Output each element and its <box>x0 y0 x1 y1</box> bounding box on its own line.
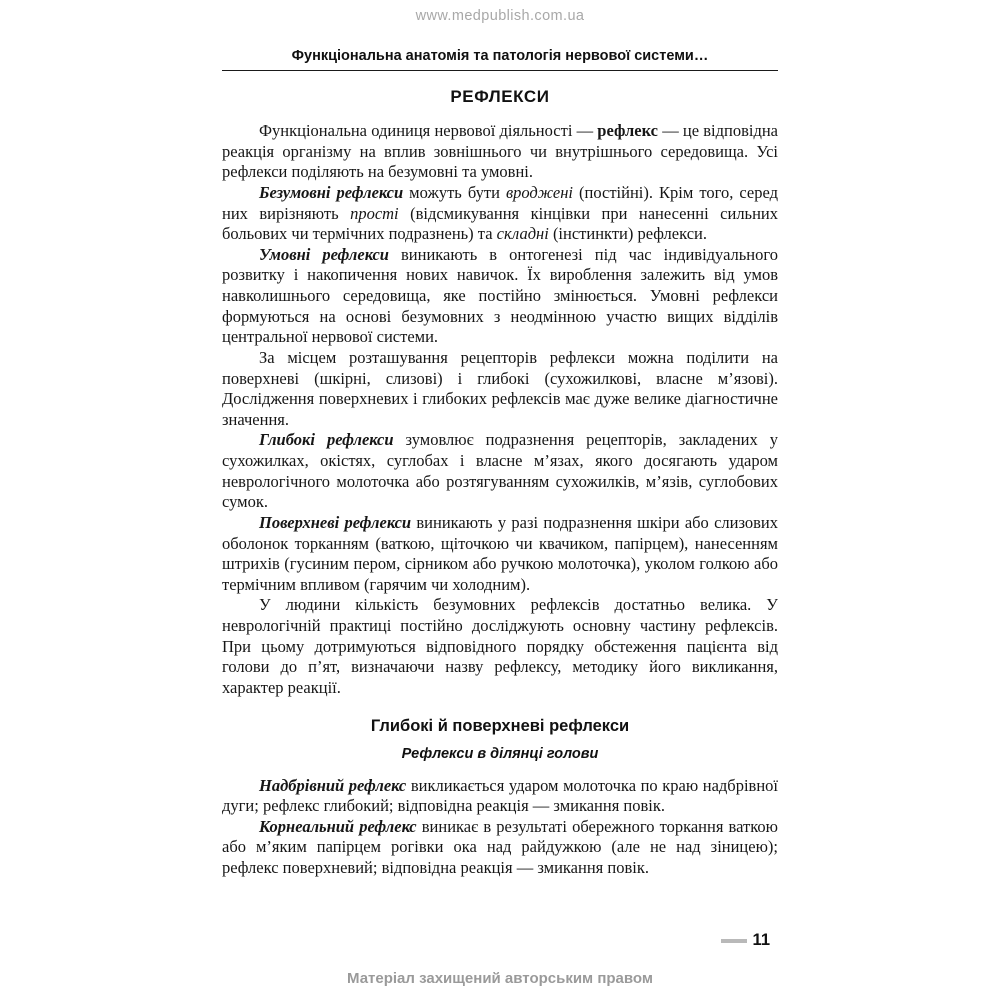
paragraph <box>222 245 778 348</box>
paragraph <box>222 430 778 513</box>
text-run: У людини кількість безумовних рефлексів достатньо велика. У неврологічній практиці постійно досліджують основну частину рефлексів. При цьому дотримуються відповідного порядку обстеження пацієнта від голови до п’ят, визначаючи назву рефлексу, методику його викликання, характер реакції. <box>222 595 778 697</box>
copyright-footer: Матеріал захищений авторським правом <box>347 970 653 987</box>
page-number-rule <box>721 939 747 943</box>
text-run: викликається ударом молоточка по краю надбрівної дуги; рефлекс глибокий; відповідна реакція — змикання повік. <box>222 775 778 816</box>
text-run: виникають в онтогенезі під час індивідуального розвитку і накопичення нових навичок. Їх вироблення залежить від умов навколишнього середовища, яке постійно змінюється. Умовні рефлекси формуються на основі безумовних з неодмінною участю вищих відділів центральної нервової системи. <box>222 244 778 347</box>
text-run: Умовні рефлекси <box>259 244 389 264</box>
paragraph <box>222 817 778 879</box>
text-run: складні <box>496 224 549 244</box>
text-run: Корнеальний рефлекс <box>259 816 417 836</box>
paragraph <box>222 776 778 817</box>
text-run: (відсмикування кінцівки при нанесенні сильних больових чи термічних подразнень) та <box>222 203 778 244</box>
text-run: можуть бути <box>403 182 506 202</box>
text-run: Надбрівний рефлекс <box>259 775 407 795</box>
page-number: 11 <box>752 931 770 949</box>
running-head: Функціональна анатомія та патологія нервової системи… <box>222 48 778 71</box>
paragraph <box>222 595 778 698</box>
paragraph <box>222 121 778 183</box>
content-blocks <box>222 87 778 879</box>
text-run: рефлекс <box>597 121 659 140</box>
text-run: зумовлює подразнення рецепторів, закладених у сухожилках, окістях, суглобах і власне м’язах, якого досягають ударом неврологічного молоточка або розтягуванням сухожилків, м’язів, суглобових сумок. <box>222 430 778 512</box>
text-run: Безумовні рефлекси <box>259 182 404 202</box>
page-number-block <box>721 931 770 950</box>
page-title: РЕФЛЕКСИ <box>450 87 550 106</box>
text-run: (інстинкти) рефлекси. <box>548 224 707 244</box>
site-watermark: www.medpublish.com.ua <box>415 8 585 24</box>
subsection-heading: Рефлекси в ділянці голови <box>401 745 599 762</box>
text-run: За місцем розташування рецепторів рефлекси можна поділити на поверхневі (шкірні, слизові) і глибокі (сухожилкові, власне м’язові). Дослідження поверхневих і глибоких рефлексів має дуже велике діагностичне значення. <box>222 347 778 429</box>
text-run: — це відповідна реакція організму на вплив зовнішнього чи внутрішнього середовища. Усі рефлекси поділяють на безумовні та умовні. <box>222 121 778 182</box>
text-run: Глибокі рефлекси <box>259 430 394 450</box>
text-run: виникають у разі подразнення шкіри або слизових оболонок торканням (ваткою, щіточкою чи квачиком, папірцем), нанесенням штрихів (гусиним пером, сірником або ручкою молоточка), уколом голкою або термічним впливом (гарячим чи холодним). <box>222 512 779 594</box>
text-run: виникає в результаті обережного торкання ваткою або м’яким папірцем рогівки ока над райдужкою (але не над зіницею); рефлекс поверхневий; відповідна реакція — змикання повік. <box>222 816 778 877</box>
text-run: Функціональна одиниця нервової діяльності — <box>259 121 598 140</box>
text-run: вроджені <box>505 182 573 202</box>
paragraph <box>222 183 778 245</box>
paragraph <box>222 348 778 431</box>
text-run: прості <box>350 203 399 223</box>
text-run: (постійні). Крім того, серед них вирізняють <box>222 182 778 223</box>
text-column <box>222 48 778 879</box>
text-run: Поверхневі рефлекси <box>259 512 412 532</box>
paragraph <box>222 513 778 596</box>
section-heading: Глибокі й поверхневі рефлекси <box>370 716 630 735</box>
